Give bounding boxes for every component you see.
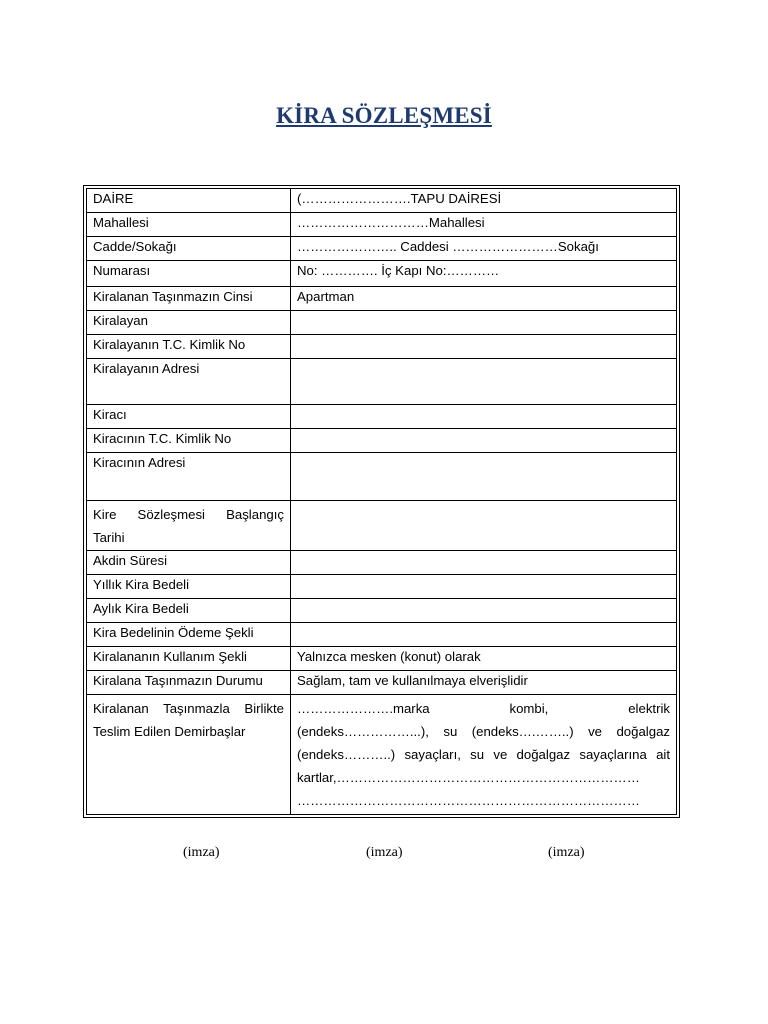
table-row: [87, 311, 677, 335]
row-label: Kiralayanın T.C. Kimlik No: [87, 335, 291, 359]
table-row: [87, 213, 677, 237]
table-row: [87, 671, 677, 695]
row-label-line: Tarihi: [93, 530, 125, 545]
row-value-line: ……………………………………………………………………: [297, 793, 640, 808]
table-row: [87, 261, 677, 287]
row-label: Kiralanan Taşınmazın Cinsi: [87, 287, 291, 311]
row-value-line: ………………….marka kombi, elektrik: [297, 701, 670, 716]
row-label-line: Kire Sözleşmesi Başlangıç: [93, 507, 284, 522]
table-row: [87, 237, 677, 261]
row-label-line: Kiralanan Taşınmazla Birlikte: [93, 701, 284, 716]
table-row: [87, 359, 677, 405]
row-label: Kiracının T.C. Kimlik No: [87, 429, 291, 453]
contract-table-frame: [83, 185, 680, 818]
row-value: (…………………….TAPU DAİRESİ: [291, 189, 677, 213]
row-label: Kiralayanın Adresi: [87, 359, 291, 405]
row-label-line: Teslim Edilen Demirbaşlar: [93, 724, 246, 739]
row-value: [291, 311, 677, 335]
row-value: [291, 501, 677, 551]
signature-label: (imza): [183, 845, 220, 860]
table-row: [87, 501, 677, 551]
signature-label: (imza): [548, 845, 585, 860]
row-value-line: (endeks……………...), su (endeks….……..) ve doğalgaz: [297, 724, 670, 739]
row-value: [291, 575, 677, 599]
row-value: [291, 429, 677, 453]
row-label: DAİRE: [87, 189, 291, 213]
document-title: KİRA SÖZLEŞMESİ: [276, 103, 492, 128]
row-label: Akdin Süresi: [87, 551, 291, 575]
row-value: [291, 695, 677, 815]
contract-table: [86, 188, 677, 815]
table-row: [87, 287, 677, 311]
row-value: [291, 405, 677, 429]
row-value: [291, 623, 677, 647]
row-value: Apartman: [291, 287, 677, 311]
row-value: [291, 599, 677, 623]
row-label: Kira Bedelinin Ödeme Şekli: [87, 623, 291, 647]
row-label: Kiralana Taşınmazın Durumu: [87, 671, 291, 695]
row-value: [291, 453, 677, 501]
row-label: [87, 695, 291, 815]
row-label: [87, 501, 291, 551]
row-value: Sağlam, tam ve kullanılmaya elverişlidir: [291, 671, 677, 695]
row-value: Yalnızca mesken (konut) olarak: [291, 647, 677, 671]
row-label: Kiracı: [87, 405, 291, 429]
row-label: Yıllık Kira Bedeli: [87, 575, 291, 599]
table-row: [87, 453, 677, 501]
row-value: ………………….. Caddesi ……………………Sokağı: [291, 237, 677, 261]
table-row: [87, 647, 677, 671]
row-value-line: (endeks………..) sayaçları, su ve doğalgaz sayaçlarına ait: [297, 747, 670, 762]
table-row: [87, 695, 677, 815]
row-label: Aylık Kira Bedeli: [87, 599, 291, 623]
row-label: Numarası: [87, 261, 291, 287]
row-label: Kiracının Adresi: [87, 453, 291, 501]
table-row: [87, 551, 677, 575]
row-label: Kiralayan: [87, 311, 291, 335]
row-value: [291, 359, 677, 405]
table-row: [87, 189, 677, 213]
row-value: [291, 551, 677, 575]
table-row: [87, 335, 677, 359]
table-row: [87, 405, 677, 429]
row-label: Cadde/Sokağı: [87, 237, 291, 261]
table-row: [87, 623, 677, 647]
signature-label: (imza): [366, 845, 403, 860]
row-value: [291, 335, 677, 359]
table-row: [87, 599, 677, 623]
row-value: No: …………. İç Kapı No:…………: [291, 261, 677, 287]
row-value: …………………………Mahallesi: [291, 213, 677, 237]
row-value-line: kartlar,……………………………………………………………: [297, 770, 640, 785]
row-label: Kiralananın Kullanım Şekli: [87, 647, 291, 671]
row-label: Mahallesi: [87, 213, 291, 237]
table-row: [87, 429, 677, 453]
table-row: [87, 575, 677, 599]
